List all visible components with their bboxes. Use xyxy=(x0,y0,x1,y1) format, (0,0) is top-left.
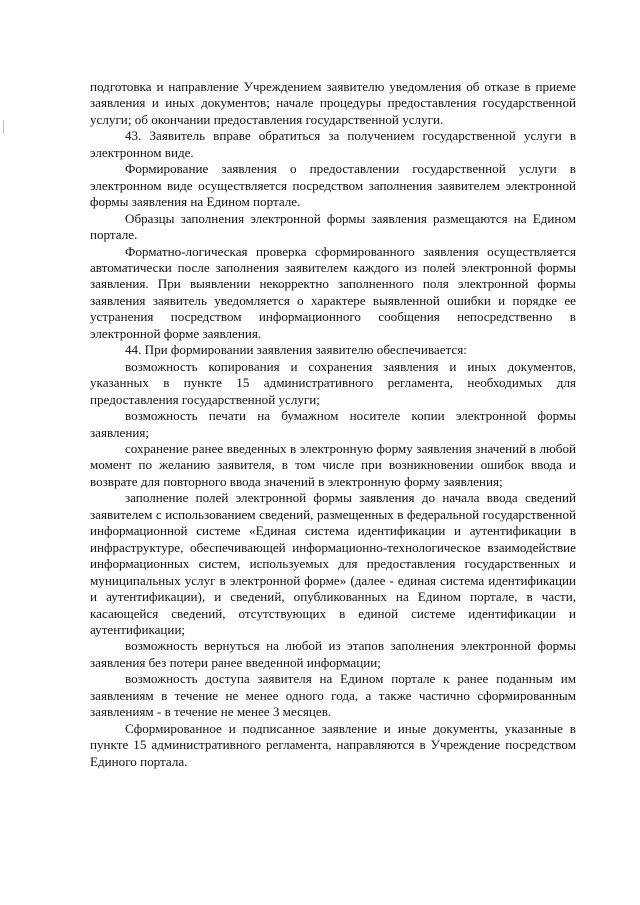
scan-edge-mark xyxy=(3,120,4,134)
paragraph-print: возможность печати на бумажном носителе копии электронной формы заявления; xyxy=(90,408,576,440)
paragraph-save-values: сохранение ранее введенных в электронную форму заявления значений в любой момент по желанию заявителя, в том числе при возникновении ошибок ввода и возврате для повторного ввода значений в электронную форму заявления; xyxy=(90,440,576,489)
paragraph-submission: Сформированное и подписанное заявление и иные документы, указанные в пункте 15 административного регламента, направляются в Учреждение посредством Единого портала. xyxy=(90,720,576,769)
paragraph-43-electronic-request: 43. Заявитель вправе обратиться за получением государственной услуги в электронном виде. xyxy=(90,128,576,160)
paragraph-copy-save: возможность копирования и сохранения заявления и иных документов, указанных в пункте 15 административного регламента, необходимых для предоставления государственной услуги; xyxy=(90,358,576,407)
paragraph-44-provisions: 44. При формировании заявления заявителю обеспечивается: xyxy=(125,342,467,358)
paragraph-notification-refusal: подготовка и направление Учреждением заявителю уведомления об отказе в приеме заявления и иных документов; начале процедуры предоставления государственной услуги; об окончании предоставления государственной услуги. xyxy=(90,79,576,127)
paragraph-autofill-esia: заполнение полей электронной формы заявления до начала ввода сведений заявителем с использованием сведений, размещенных в федеральной государственной информационной системе «Единая система идентификации и аутентификации в инфраструктуре, обеспечивающей информационно-технологическое взаимодействие информационных систем, используемых для предоставления государственных и муниципальных услуг в электронной форме» (далее - единая система идентификации и аутентификации), и сведений, опубликованных на Едином портале, в части, касающейся сведений, отсутствующих в единой системе идентификации и аутентификации; xyxy=(90,490,576,637)
paragraph-return-step: возможность вернуться на любой из этапов заполнения электронной формы заявления без потери ранее введенной информации; xyxy=(90,638,576,670)
paragraph-form-filling: Формирование заявления о предоставлении государственной услуги в электронном виде осуществляется посредством заполнения заявителем электронной формы заявления на Едином портале. xyxy=(90,161,576,210)
document-body xyxy=(90,79,576,770)
paragraph-access-history: возможность доступа заявителя на Едином портале к ранее поданным им заявлениям в течение не менее одного года, а также частично сформированным заявлениям - в течение не менее 3 месяцев. xyxy=(90,671,576,720)
paragraph-form-samples: Образцы заполнения электронной формы заявления размещаются на Едином портале. xyxy=(90,210,576,243)
paragraph-format-check: Форматно-логическая проверка сформированного заявления осуществляется автоматически после заполнения заявителем каждого из полей электронной формы заявления. При выявлении некорректно заполненного поля электронной формы заявления заявитель уведомляется о характере выявленной ошибки и порядке ее устранения посредством информационного сообщения непосредственно в электронной форме заявления. xyxy=(90,243,576,341)
